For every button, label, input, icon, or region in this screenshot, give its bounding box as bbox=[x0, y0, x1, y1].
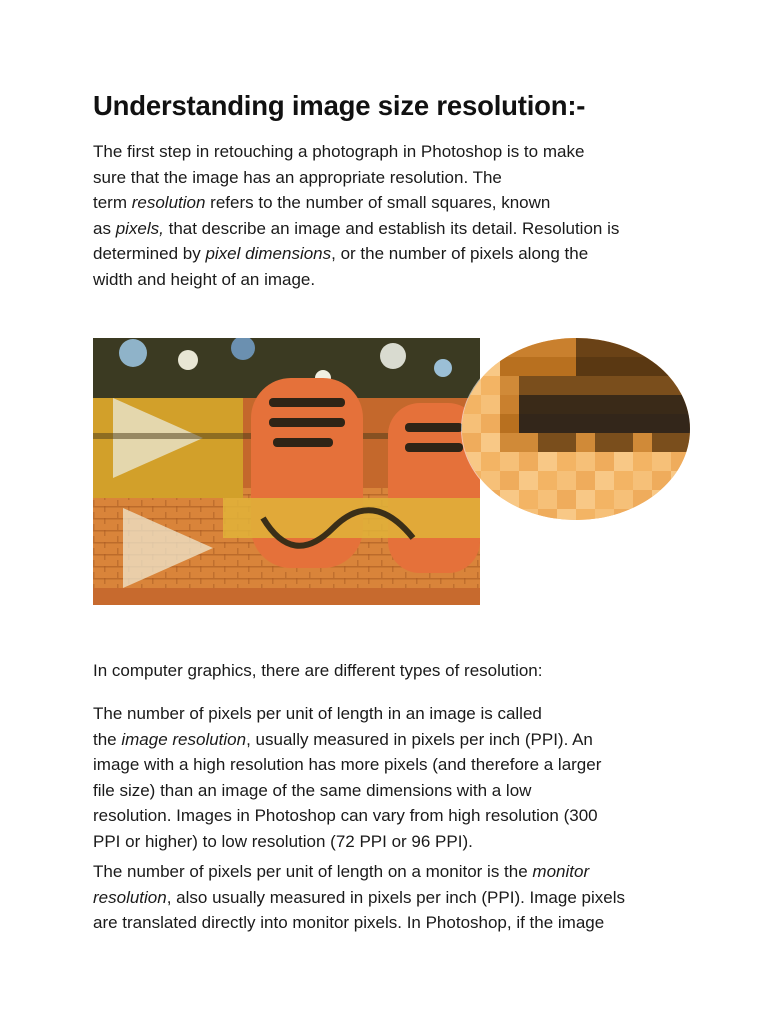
zoom-pixel bbox=[557, 357, 576, 376]
zoom-pixel bbox=[671, 433, 690, 452]
zoom-pixel bbox=[614, 471, 633, 490]
zoom-pixel bbox=[481, 376, 500, 395]
zoom-pixel bbox=[633, 376, 652, 395]
zoom-pixel bbox=[500, 509, 519, 520]
zoom-pixel bbox=[595, 452, 614, 471]
zoom-pixel bbox=[500, 452, 519, 471]
zoom-pixel bbox=[519, 490, 538, 509]
zoom-pixel bbox=[671, 338, 690, 357]
zoom-pixel bbox=[538, 395, 557, 414]
zoom-pixel bbox=[500, 376, 519, 395]
zoom-pixel bbox=[671, 490, 690, 509]
zoom-pixel bbox=[576, 395, 595, 414]
term-image-resolution: image resolution bbox=[121, 729, 247, 749]
zoom-pixel bbox=[557, 338, 576, 357]
zoom-pixel bbox=[557, 414, 576, 433]
zoom-pixel bbox=[652, 490, 671, 509]
zoom-pixel bbox=[557, 509, 576, 520]
zoom-pixel bbox=[614, 357, 633, 376]
zoom-pixel bbox=[519, 433, 538, 452]
zoom-pixel bbox=[614, 452, 633, 471]
zoom-pixel bbox=[519, 414, 538, 433]
zoom-pixel bbox=[500, 357, 519, 376]
zoom-pixel bbox=[595, 509, 614, 520]
zoom-pixel bbox=[633, 452, 652, 471]
zoom-pixel bbox=[595, 433, 614, 452]
zoom-pixel bbox=[595, 357, 614, 376]
zoom-pixel bbox=[652, 395, 671, 414]
zoom-pixel bbox=[595, 490, 614, 509]
term-monitor-resolution: resolution bbox=[93, 887, 167, 907]
term-pixel-dimensions: pixel dimensions bbox=[205, 244, 332, 264]
zoom-pixel bbox=[481, 509, 500, 520]
zoom-pixel bbox=[652, 376, 671, 395]
zoom-pixel bbox=[557, 490, 576, 509]
image-resolution-paragraph: The number of pixels per unit of length in an image is called the image resolution, usually measured in pixels per inch (PPI). An image with a high resolution has more pixels (and therefore a larger file size) than an image of the same dimensions with a low resolution. Images in Photoshop can vary from high resolution (300 PPI or higher) to low resolution (72 PPI or 96 PPI). bbox=[93, 704, 602, 851]
zoom-pixel bbox=[481, 433, 500, 452]
zoom-pixel bbox=[614, 490, 633, 509]
zoom-pixel bbox=[576, 414, 595, 433]
zoom-pixel bbox=[633, 338, 652, 357]
zoom-pixel bbox=[557, 433, 576, 452]
zoom-pixel bbox=[671, 414, 690, 433]
zoom-pixel bbox=[576, 433, 595, 452]
zoom-pixel bbox=[538, 376, 557, 395]
intro-paragraph: The first step in retouching a photograph in Photoshop is to make sure that the image has an appropriate resolution. The term resolution refers to the number of small squares, known as pixels, that describe an image and establish its detail. Resolution is determined by pixel dimensions, or the number of pixels along the width and height of an image. bbox=[93, 142, 620, 289]
zoom-pixel bbox=[652, 471, 671, 490]
zoom-pixel bbox=[519, 471, 538, 490]
zoom-pixel bbox=[614, 414, 633, 433]
zoom-pixel bbox=[671, 509, 690, 520]
zoom-pixel bbox=[671, 471, 690, 490]
zoom-pixel bbox=[576, 509, 595, 520]
monitor-resolution-paragraph: The number of pixels per unit of length on a monitor is the monitor resolution, also usually measured in pixels per inch (PPI). Image pixels are translated directly into monitor pixels. In Photoshop, if the image bbox=[93, 862, 625, 933]
zoom-pixel bbox=[500, 490, 519, 509]
zoom-pixel bbox=[595, 414, 614, 433]
zoom-pixel bbox=[481, 357, 500, 376]
zoom-pixel bbox=[462, 414, 481, 433]
zoom-pixel bbox=[538, 433, 557, 452]
zoom-pixel bbox=[538, 509, 557, 520]
zoom-pixel bbox=[633, 490, 652, 509]
zoom-pixel bbox=[576, 338, 595, 357]
page-title: Understanding image size resolution:- bbox=[93, 90, 586, 121]
zoom-pixel bbox=[576, 376, 595, 395]
zoom-pixel bbox=[557, 376, 576, 395]
zoom-pixel bbox=[614, 433, 633, 452]
term-resolution: resolution bbox=[131, 193, 206, 213]
zoom-pixel bbox=[538, 471, 557, 490]
pixel-zoom-circle bbox=[462, 338, 690, 520]
zoom-pixel bbox=[652, 414, 671, 433]
resolution-illustration bbox=[93, 338, 693, 606]
zoom-pixel bbox=[462, 433, 481, 452]
zoom-pixel bbox=[671, 357, 690, 376]
types-intro-paragraph: In computer graphics, there are different types of resolution: bbox=[93, 661, 543, 680]
term-monitor: monitor bbox=[532, 862, 590, 881]
zoom-pixel bbox=[519, 338, 538, 357]
zoom-pixel bbox=[652, 433, 671, 452]
zoom-pixel bbox=[538, 490, 557, 509]
zoom-pixel bbox=[481, 490, 500, 509]
zoom-pixel bbox=[481, 414, 500, 433]
zoom-pixel bbox=[576, 357, 595, 376]
zoom-pixel bbox=[481, 338, 500, 357]
zoom-pixel bbox=[595, 471, 614, 490]
zoom-pixel bbox=[519, 509, 538, 520]
zoom-pixel bbox=[538, 452, 557, 471]
zoom-pixel bbox=[519, 452, 538, 471]
zoom-pixel bbox=[633, 357, 652, 376]
zoom-pixel bbox=[500, 395, 519, 414]
zoom-pixel bbox=[500, 471, 519, 490]
zoom-pixel bbox=[652, 452, 671, 471]
zoom-pixel bbox=[576, 471, 595, 490]
zoom-pixel bbox=[614, 395, 633, 414]
zoom-pixel bbox=[538, 338, 557, 357]
zoom-pixel bbox=[633, 471, 652, 490]
zoom-pixel bbox=[652, 509, 671, 520]
zoom-pixel bbox=[614, 338, 633, 357]
zoom-pixel bbox=[500, 338, 519, 357]
zoom-pixel bbox=[595, 395, 614, 414]
zoom-pixel bbox=[538, 357, 557, 376]
zoom-pixel bbox=[671, 452, 690, 471]
zoom-pixel bbox=[538, 414, 557, 433]
zoom-pixel bbox=[519, 395, 538, 414]
zoom-pixel bbox=[557, 452, 576, 471]
zoom-pixel bbox=[557, 471, 576, 490]
zoom-pixel bbox=[652, 338, 671, 357]
zoom-pixel bbox=[481, 452, 500, 471]
term-pixels: pixels, bbox=[115, 218, 164, 238]
zoom-pixel bbox=[633, 509, 652, 520]
zoom-pixel bbox=[652, 357, 671, 376]
zoom-pixel bbox=[614, 376, 633, 395]
zoom-pixel bbox=[633, 395, 652, 414]
zoom-pixel bbox=[576, 490, 595, 509]
zoom-pixel bbox=[595, 376, 614, 395]
zoom-pixel bbox=[500, 414, 519, 433]
zoom-pixel bbox=[595, 338, 614, 357]
zoom-pixel bbox=[614, 509, 633, 520]
zoom-pixel bbox=[500, 433, 519, 452]
zoom-pixel bbox=[557, 395, 576, 414]
zoom-pixel bbox=[633, 414, 652, 433]
zoom-pixel bbox=[671, 376, 690, 395]
zoom-pixel bbox=[633, 433, 652, 452]
zoom-pixel bbox=[519, 376, 538, 395]
zoom-pixel bbox=[481, 471, 500, 490]
zoom-pixel bbox=[576, 452, 595, 471]
graffiti-photo bbox=[93, 338, 480, 605]
zoom-pixel bbox=[481, 395, 500, 414]
zoom-pixel bbox=[519, 357, 538, 376]
zoom-pixel bbox=[671, 395, 690, 414]
